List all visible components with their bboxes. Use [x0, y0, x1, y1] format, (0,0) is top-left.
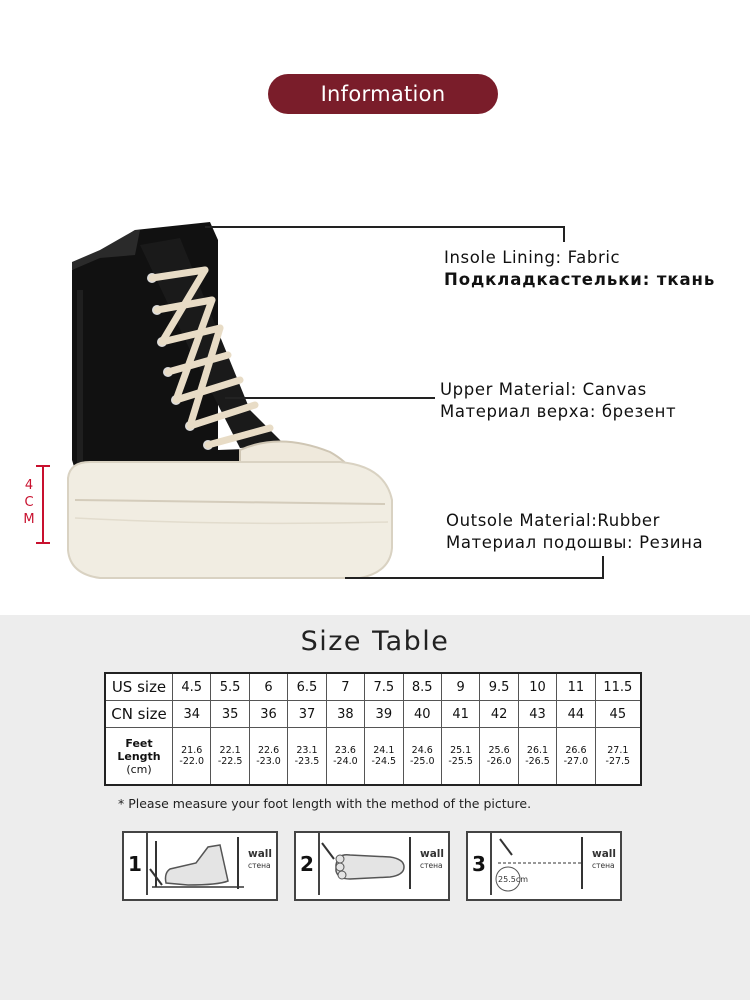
table-cell: 23.6 -24.0: [326, 728, 364, 785]
table-cell: 7: [326, 673, 364, 701]
wall-label: wall стена: [420, 848, 444, 870]
method-step-1: [122, 831, 278, 901]
callout-outsole: [446, 510, 703, 554]
table-cell: 10: [518, 673, 556, 701]
table-cell: 36: [249, 701, 287, 728]
method-step-2: [294, 831, 450, 901]
measure-value: 25.5cm: [498, 875, 529, 884]
outsole-value-en: Rubber: [597, 511, 661, 530]
table-cell: 9: [441, 673, 479, 701]
table-cell: 5.5: [211, 673, 249, 701]
upper-label-en: Upper Material:: [440, 380, 577, 399]
platform-height-marker: [23, 465, 70, 545]
table-cell: 39: [365, 701, 403, 728]
upper-value-en: Canvas: [582, 380, 647, 399]
insole-value-ru: ткань: [656, 270, 716, 289]
callout-upper: [440, 379, 676, 423]
table-row-feet: [105, 728, 641, 785]
foot-side-icon: [148, 833, 248, 895]
table-cell: 45: [595, 701, 641, 728]
table-cell: 4.5: [173, 673, 211, 701]
table-cell: 35: [211, 701, 249, 728]
callout-line-outsole-rise: [602, 556, 604, 578]
table-cell: 34: [173, 701, 211, 728]
table-cell: 25.6 -26.0: [480, 728, 518, 785]
table-row-cn: [105, 701, 641, 728]
feet-length-header: Feet Length (cm): [105, 728, 173, 785]
step-number: 3: [468, 833, 492, 895]
table-row-us: [105, 673, 641, 701]
ruler-measure-icon: [492, 833, 592, 895]
upper-label-ru: Материал верха:: [440, 402, 596, 421]
information-banner: [268, 74, 498, 114]
method-step-3: [466, 831, 622, 901]
wall-label: wall стена: [592, 848, 616, 870]
upper-value-ru: брезент: [601, 402, 677, 421]
height-unit-m: M: [23, 512, 35, 527]
insole-value-en: Fabric: [567, 248, 621, 267]
size-table: [104, 672, 642, 786]
us-size-header: US size: [105, 673, 173, 701]
outsole-label-ru: Материал подошвы:: [446, 533, 634, 552]
table-cell: 11: [557, 673, 595, 701]
callout-line-upper: [225, 397, 435, 399]
measure-note: * Please measure your foot length with the method of the picture.: [118, 796, 532, 811]
step-number: 1: [124, 833, 148, 895]
callout-line-insole-drop: [563, 226, 565, 242]
insole-label-ru: Подкладкастельки:: [444, 270, 651, 289]
table-cell: 11.5: [595, 673, 641, 701]
table-cell: 22.1 -22.5: [211, 728, 249, 785]
height-unit-c: C: [24, 495, 34, 510]
table-cell: 6.5: [288, 673, 326, 701]
table-cell: 26.6 -27.0: [557, 728, 595, 785]
table-cell: 38: [326, 701, 364, 728]
foot-top-icon: [320, 833, 420, 895]
outsole-value-ru: Резина: [639, 533, 704, 552]
table-cell: 7.5: [365, 673, 403, 701]
table-cell: 44: [557, 701, 595, 728]
insole-label-en: Insole Lining:: [444, 248, 562, 267]
step-number: 2: [296, 833, 320, 895]
table-cell: 22.6 -23.0: [249, 728, 287, 785]
wall-label: wall стена: [248, 848, 272, 870]
banner-title: Information: [320, 82, 446, 106]
table-cell: 21.6 -22.0: [173, 728, 211, 785]
cn-size-header: CN size: [105, 701, 173, 728]
table-cell: 24.1 -24.5: [365, 728, 403, 785]
callout-line-insole: [205, 226, 565, 228]
size-table-title: Size Table: [300, 626, 450, 657]
table-cell: 9.5: [480, 673, 518, 701]
height-digit: 4: [24, 478, 34, 493]
table-cell: 42: [480, 701, 518, 728]
table-cell: 26.1 -26.5: [518, 728, 556, 785]
table-cell: 40: [403, 701, 441, 728]
table-cell: 8.5: [403, 673, 441, 701]
outsole-label-en: Outsole Material:: [446, 511, 598, 530]
callout-line-outsole: [345, 577, 604, 579]
table-cell: 23.1 -23.5: [288, 728, 326, 785]
table-cell: 37: [288, 701, 326, 728]
table-cell: 27.1 -27.5: [595, 728, 641, 785]
table-cell: 25.1 -25.5: [441, 728, 479, 785]
table-cell: 43: [518, 701, 556, 728]
table-cell: 41: [441, 701, 479, 728]
callout-insole: [444, 247, 715, 291]
table-cell: 6: [249, 673, 287, 701]
table-cell: 24.6 -25.0: [403, 728, 441, 785]
